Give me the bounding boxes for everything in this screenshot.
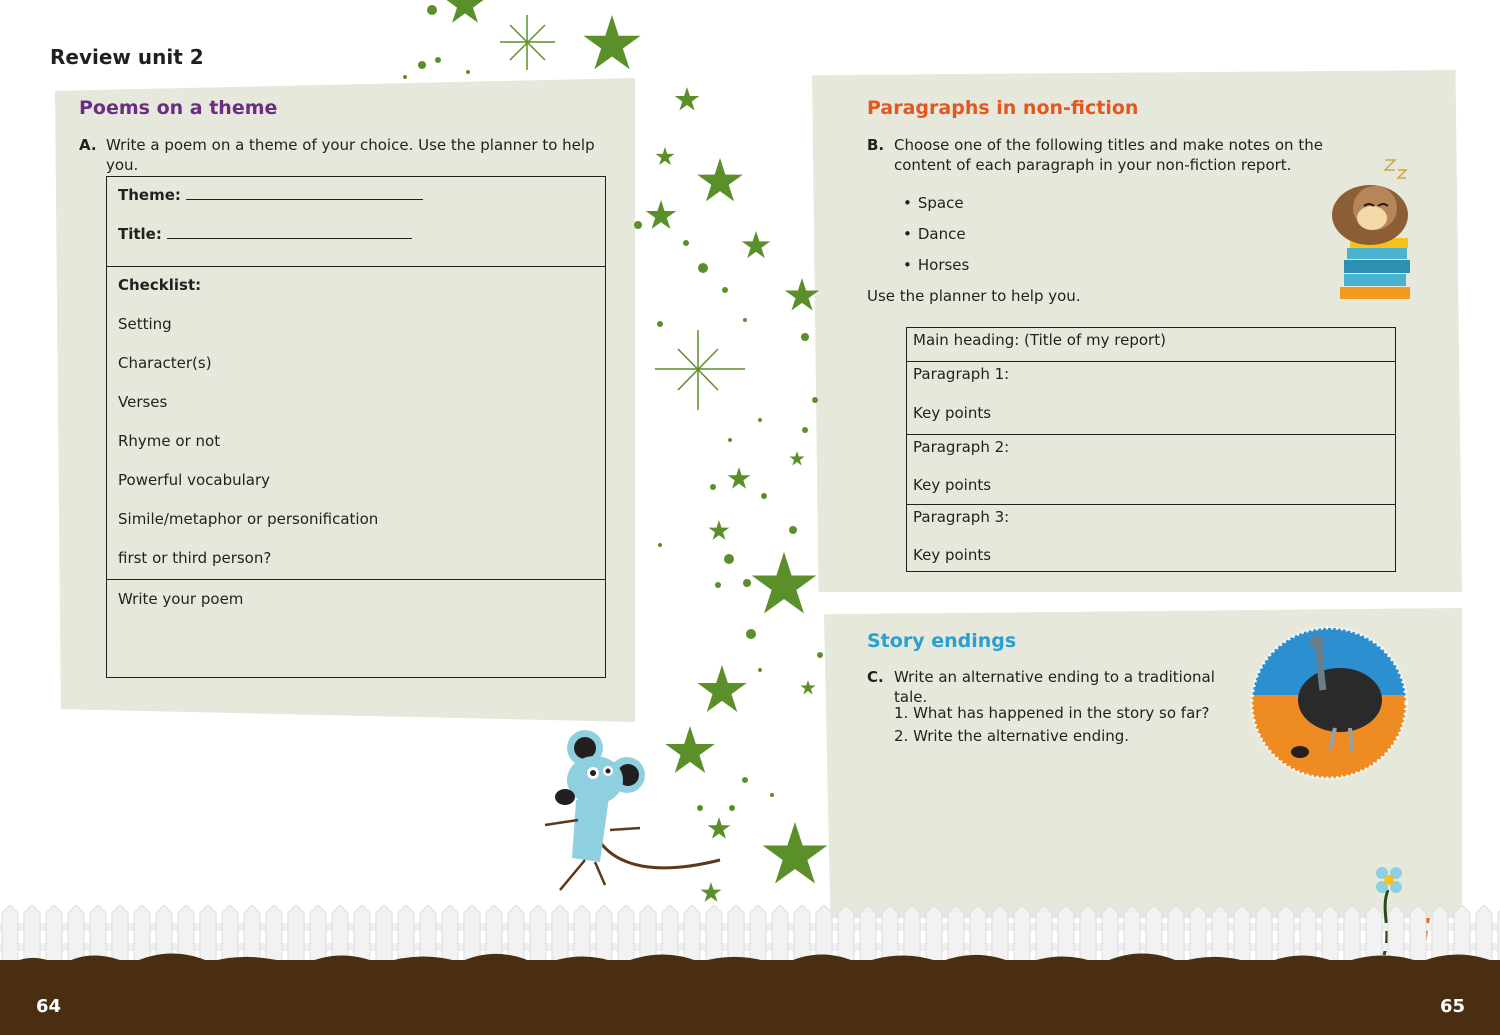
checklist-item: first or third person?	[118, 549, 272, 567]
star-icon	[742, 231, 771, 258]
planner-note: Use the planner to help you.	[867, 287, 1081, 305]
star-icon	[701, 882, 722, 902]
owl-on-books-illustration	[1332, 160, 1410, 299]
key-points-label: Key points	[913, 476, 992, 494]
title-label: Title:	[118, 225, 162, 243]
list-item: • Dance	[903, 225, 969, 256]
section-b-instruction-text: Choose one of the following titles and make notes on the content of each paragraph in your non-fiction report.	[894, 136, 1323, 174]
page-number-right: 65	[1440, 996, 1466, 1017]
star-icon	[697, 158, 743, 201]
star-icon	[800, 680, 815, 694]
section-a-instruction-text: Write a poem on a theme of your choice. Use the planner to help you.	[106, 136, 595, 174]
checklist-item: Rhyme or not	[118, 432, 221, 450]
star-icon	[655, 147, 674, 165]
checklist-label: Checklist:	[118, 276, 202, 294]
star-icon	[763, 822, 828, 884]
paragraph-label: Paragraph 3:	[913, 508, 1010, 526]
unit-title: Review unit 2	[50, 45, 204, 69]
list-item: 2. Write the alternative ending.	[894, 727, 1130, 745]
soil-edge	[0, 940, 1500, 980]
star-icon	[675, 87, 700, 111]
section-c-heading: Story endings	[867, 630, 1017, 652]
write-poem-label: Write your poem	[118, 590, 244, 608]
star-icon	[728, 467, 751, 489]
sparkle-icon	[500, 15, 745, 410]
section-c-letter: C.	[867, 668, 884, 686]
section-c-instruction-text: Write an alternative ending to a traditional tale.	[894, 668, 1215, 706]
star-icon	[697, 665, 746, 712]
star-icon	[709, 520, 730, 540]
key-points-label: Key points	[913, 546, 992, 564]
section-a-heading: Poems on a theme	[79, 97, 278, 119]
theme-label: Theme:	[118, 186, 181, 204]
checklist-item: Character(s)	[118, 354, 212, 372]
checklist-item: Simile/metaphor or personification	[118, 510, 379, 528]
checklist-item: Setting	[118, 315, 172, 333]
star-icon	[646, 200, 676, 229]
checklist-item: Verses	[118, 393, 168, 411]
checklist-item: Powerful vocabulary	[118, 471, 270, 489]
star-icon	[752, 552, 817, 614]
star-icon	[444, 0, 486, 23]
cassowary-illustration	[1250, 625, 1410, 785]
paragraph-label: Paragraph 1:	[913, 365, 1010, 383]
main-heading-cell: Main heading: (Title of my report)	[913, 331, 1166, 349]
star-icon	[583, 15, 640, 69]
star-icon	[665, 726, 714, 773]
list-item: • Horses	[903, 256, 969, 287]
star-icon	[708, 817, 731, 839]
star-icon	[789, 451, 804, 465]
key-points-label: Key points	[913, 404, 992, 422]
dots	[403, 5, 823, 811]
list-item: 1. What has happened in the story so far?	[894, 704, 1210, 722]
section-a-letter: A.	[79, 136, 97, 154]
list-item: • Space	[903, 194, 969, 225]
page-number-left: 64	[36, 996, 62, 1017]
star-icon	[785, 278, 819, 311]
section-b-letter: B.	[867, 136, 885, 154]
section-b-heading: Paragraphs in non-fiction	[867, 97, 1139, 119]
paragraph-label: Paragraph 2:	[913, 438, 1010, 456]
